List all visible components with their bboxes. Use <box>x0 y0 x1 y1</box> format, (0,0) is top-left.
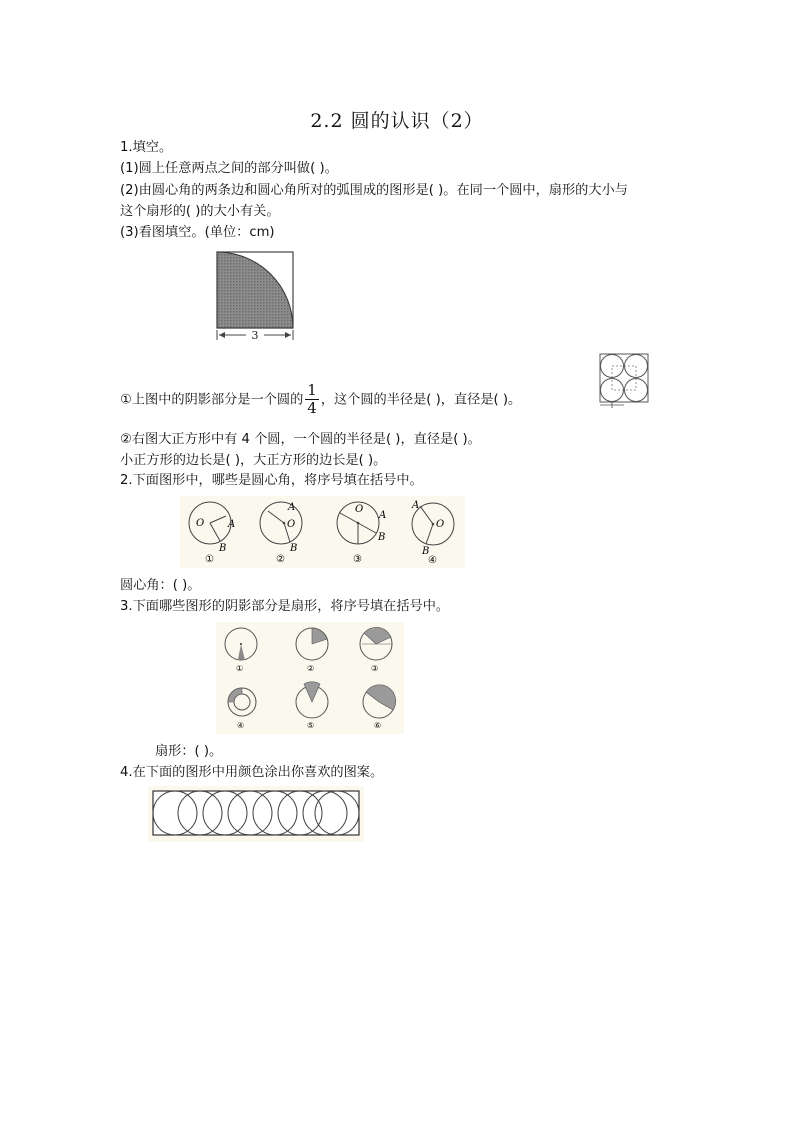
q2-answer: 圆心角：( )。 <box>120 578 201 593</box>
q3-heading: 3.下面哪些图形的阴影部分是扇形，将序号填在括号中。 <box>120 599 450 614</box>
svg-text:A: A <box>379 510 387 521</box>
figure-label-4: ④ <box>428 555 437 566</box>
svg-text:B: B <box>219 543 227 554</box>
arrow-right-icon <box>285 332 291 338</box>
q4-heading: 4.在下面的图形中用颜色涂出你喜欢的图案。 <box>120 765 384 780</box>
small-dimension-label: 1 <box>610 402 614 408</box>
sector-figures <box>216 622 404 734</box>
q1-sub2-line2: 小正方形的边长是( )，大正方形的边长是( )。 <box>120 453 387 468</box>
q1-part1: (1)圆上任意两点之间的部分叫做( )。 <box>120 161 338 176</box>
big-square-outline <box>600 354 648 402</box>
q1-sub1-before: ①上图中的阴影部分是一个圆的 <box>120 392 304 408</box>
svg-text:O: O <box>355 504 364 515</box>
svg-text:O: O <box>196 518 205 529</box>
figure-label-2: ② <box>276 554 285 565</box>
svg-text:A: A <box>412 500 420 511</box>
q1-heading: 1.填空。 <box>120 140 173 155</box>
circle-pattern-figure[interactable] <box>148 786 364 842</box>
sector-label-1: ① <box>236 664 244 673</box>
svg-text:O: O <box>287 519 296 530</box>
svg-text:A: A <box>228 519 236 530</box>
arrow-left-icon <box>219 332 225 338</box>
fraction-one-quarter <box>305 382 319 417</box>
sector-label-6: ⑥ <box>374 721 382 730</box>
four-circles-figure <box>595 352 651 408</box>
q1-sub1-after: ，这个圆的半径是( )，直径是( )。 <box>320 392 522 408</box>
sector-label-4: ④ <box>237 721 245 730</box>
q3-answer: 扇形：( )。 <box>155 744 223 759</box>
side-length-label: 3 <box>251 329 259 342</box>
svg-text:O: O <box>436 519 445 530</box>
svg-text:B: B <box>378 532 386 543</box>
quarter-circle-figure <box>212 248 298 344</box>
sector-label-3: ③ <box>371 664 379 673</box>
q1-part2-line2: 这个扇形的( )的大小有关。 <box>120 204 280 219</box>
page-title: 2.2 圆的认识（2） <box>310 110 484 132</box>
svg-text:A: A <box>288 502 296 513</box>
sector-label-2: ② <box>307 664 315 673</box>
q1-sub1 <box>120 382 521 419</box>
fraction-numerator: 1 <box>307 381 317 399</box>
q2-heading: 2.下面图形中，哪些是圆心角，将序号填在括号中。 <box>120 473 423 488</box>
central-angle-figures <box>180 496 465 568</box>
q1-sub2-line1: ②右图大正方形中有 4 个圆，一个圆的半径是( )，直径是( )。 <box>120 432 481 447</box>
figure-label-1: ① <box>205 554 214 565</box>
svg-text:B: B <box>290 543 298 554</box>
q1-part2-line1: (2)由圆心角的两条边和圆心角所对的弧围成的图形是( )。在同一个圆中，扇形的大小与 <box>120 183 628 198</box>
svg-text:B: B <box>422 546 430 557</box>
fraction-denominator: 4 <box>307 399 317 417</box>
q1-part3: (3)看图填空。(单位：cm) <box>120 225 275 240</box>
sector-label-5: ⑤ <box>307 721 315 730</box>
figure-label-3: ③ <box>353 554 362 565</box>
